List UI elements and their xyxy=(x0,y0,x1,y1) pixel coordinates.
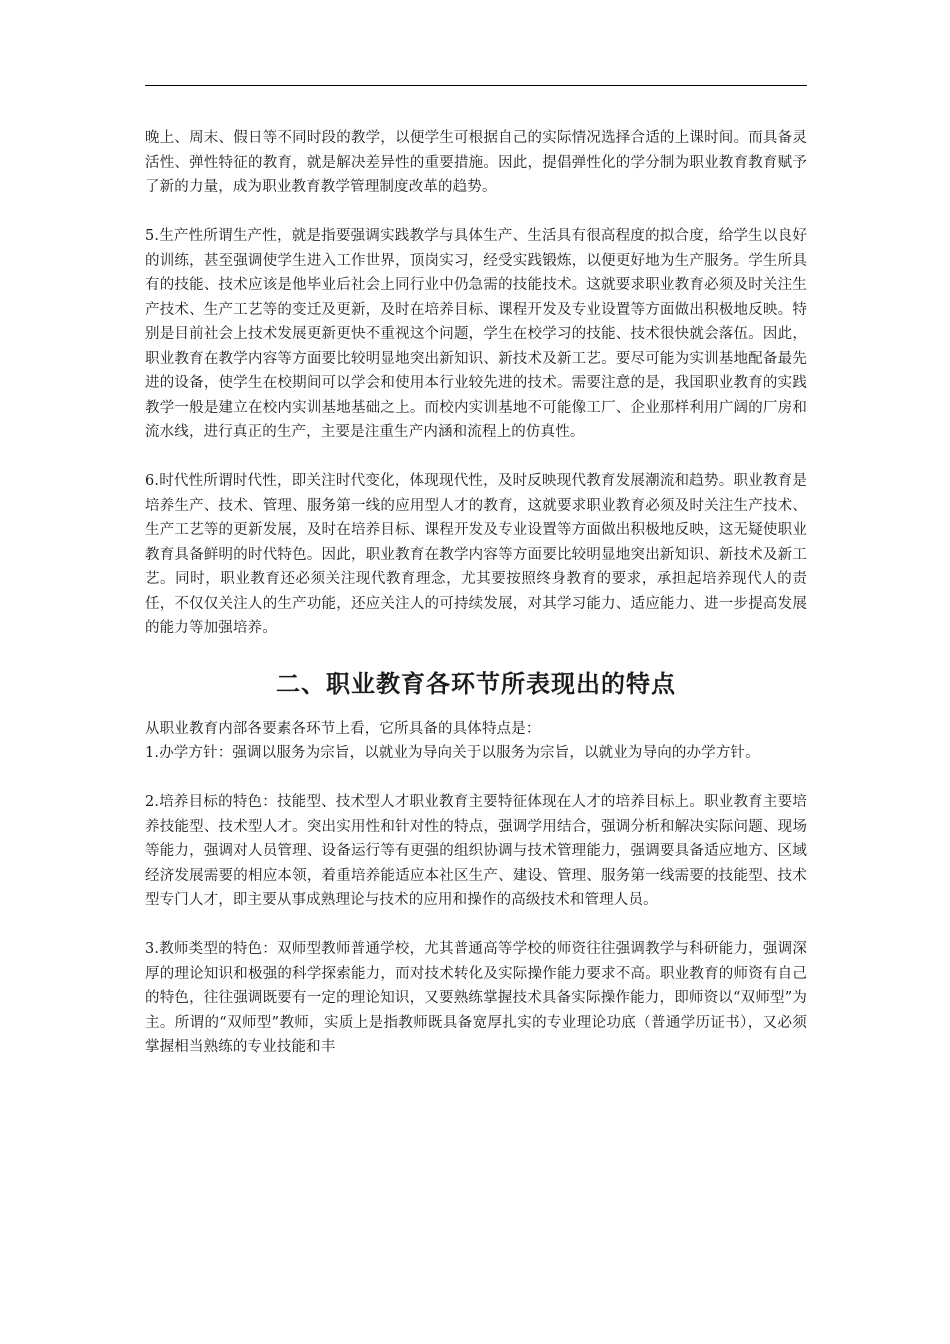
paragraph-spacer xyxy=(145,200,807,225)
paragraph-productivity: 5.生产性所谓生产性，就是指要强调实践教学与具体生产、生活具有很高程度的拟合度，给学生以良好的训练，甚至强调使学生进入工作世界，顶岗实习，经受实践锻炼，以便更好地为生产服务。学生所具有的技能、技术应该是他毕业后社会上同行业中仍急需的技能技术。这就要求职业教育必须及时关注生产技术、生产工艺等的变迁及更新，及时在培养目标、课程开发及专业设置等方面做出积极地反映。特别是目前社会上技术发展更新更快不重视这个问题，学生在校学习的技能、技术很快就会落伍。因此，职业教育在教学内容等方面要比较明显地突出新知识、新技术及新工艺。要尽可能为实训基地配备最先进的设备，使学生在校期间可以学会和使用本行业较先进的技术。需要注意的是，我国职业教育的实践教学一般是建立在校内实训基地基础之上。而校内实训基地不可能像工厂、企业那样利用广阔的厂房和流水线，进行真正的生产，主要是注重生产内涵和流程上的仿真性。 xyxy=(145,228,807,440)
item-training-goals: 2.培养目标的特色：技能型、技术型人才职业教育主要特征体现在人才的培养目标上。职业教育主要培养技能型、技术型人才。突出实用性和针对性的特点，强调学用结合，强调分析和解决实际问题、现场等能力，强调对人员管理、设备运行等有更强的组织协调与技术管理能力，强调要具备适应地方、区域经济发展需要的相应本领，着重培养能适应本社区生产、建设、管理、服务第一线需要的技能型、技术型专门人才，即主要从事成熟理论与技术的应用和操作的高级技术和管理人员。 xyxy=(145,794,807,908)
paragraph-spacer xyxy=(145,913,807,938)
section-intro: 从职业教育内部各要素各环节上看，它所具备的具体特点是： xyxy=(145,720,541,737)
document-body xyxy=(145,126,807,1060)
section-heading: 二、职业教育各环节所表现出的特点 xyxy=(276,669,676,698)
item-teacher-types: 3.教师类型的特色：双师型教师普通学校，尤其普通高等学校的师资往往强调教学与科研能力，强调深厚的理论知识和极强的科学探索能力，而对技术转化及实际操作能力要求不高。职业教育的师资有自己的特色，往往强调既要有一定的理论知识，又要熟练掌握技术具备实际操作能力，即师资以“双师型”为主。所谓的“双师型”教师，实质上是指教师既具备宽厚扎实的专业理论功底（普通学历证书），又必须掌握相当熟练的专业技能和丰 xyxy=(145,941,807,1055)
item-school-policy: 1.办学方针：强调以服务为宗旨，以就业为导向关于以服务为宗旨，以就业为导向的办学方针。 xyxy=(145,745,760,761)
paragraph-flexibility-continued: 晚上、周末、假日等不同时段的教学，以便学生可根据自己的实际情况选择合适的上课时间。而具备灵活性、弹性特征的教育，就是解决差异性的重要措施。因此，提倡弹性化的学分制为职业教育教育赋予了新的力量，成为职业教育教学管理制度改革的趋势。 xyxy=(145,130,807,195)
paragraph-spacer xyxy=(145,445,807,470)
header-rule xyxy=(145,85,807,86)
paragraph-timeliness: 6.时代性所谓时代性，即关注时代变化，体现现代性，及时反映现代教育发展潮流和趋势。职业教育是培养生产、技术、管理、服务第一线的应用型人才的教育，这就要求职业教育必须及时关注生产技术、生产工艺等的更新发展，及时在培养目标、课程开发及专业设置等方面做出积极地反映，这无疑使职业教育具备鲜明的时代特色。因此，职业教育在教学内容等方面要比较明显地突出新知识、新技术及新工艺。同时，职业教育还必须关注现代教育理念，尤其要按照终身教育的要求，承担起培养现代人的责任，不仅仅关注人的生产功能，还应关注人的可持续发展，对其学习能力、适应能力、进一步提高发展的能力等加强培养。 xyxy=(145,473,807,636)
paragraph-spacer xyxy=(145,766,807,791)
